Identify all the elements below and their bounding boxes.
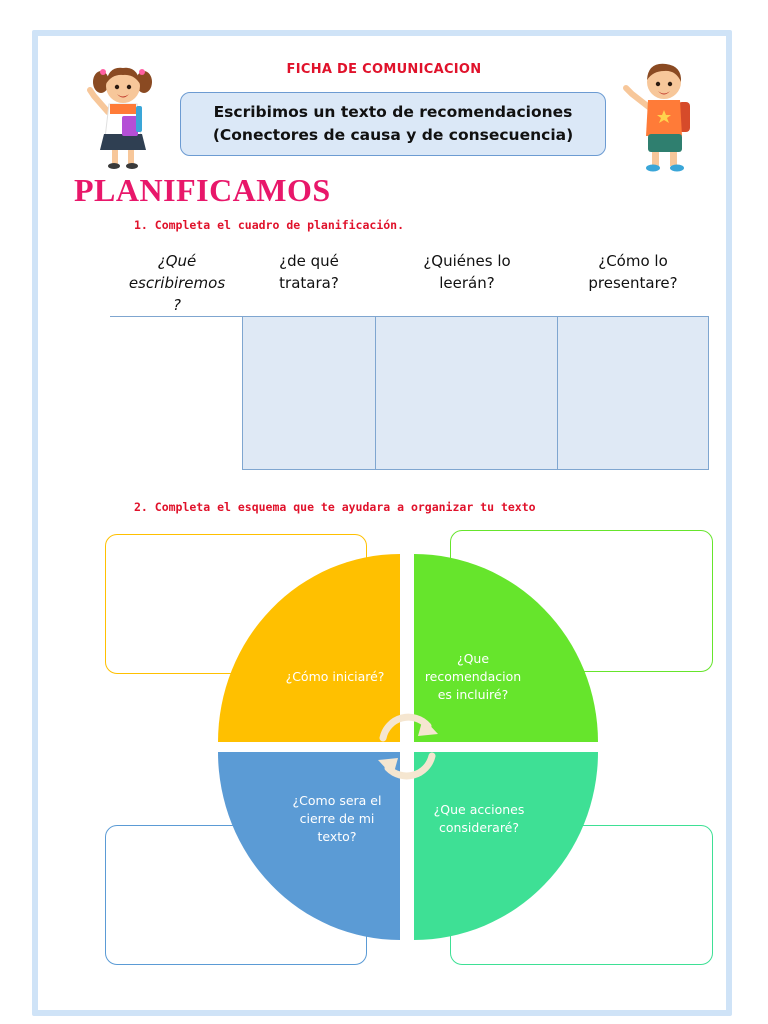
planning-cell-de-que-tratara[interactable]: [242, 316, 376, 470]
column-header-line: ¿de qué: [279, 252, 339, 270]
topic-line-1: Escribimos un texto de recomendaciones: [213, 103, 573, 121]
quadrant-label-line: recomendacion: [424, 669, 522, 684]
quadrant-label-line: ¿Que: [456, 651, 490, 666]
column-header-que-escribiremos: [112, 250, 242, 316]
column-header-como-lo-presentare: [558, 250, 708, 294]
quadrant-top-left: [218, 554, 400, 742]
column-header-line: escribiremos: [128, 274, 226, 292]
worksheet-title: FICHA DE COMUNICACION: [286, 62, 482, 77]
quadrant-label-line: consideraré?: [438, 820, 520, 835]
quadrant-label-recomendaciones: [410, 650, 536, 704]
quadrant-label-cierre: [274, 792, 400, 846]
quadrant-label-line: cierre de mi: [299, 811, 375, 826]
planning-cell-como-lo-presentare[interactable]: [557, 316, 709, 470]
topic-line-2: (Conectores de causa y de consecuencia): [212, 126, 574, 144]
column-header-de-que-tratara: [242, 250, 376, 294]
column-header-line: tratara?: [279, 274, 339, 292]
quadrant-label-line: ¿Como sera el: [292, 793, 382, 808]
table-divider: [110, 316, 242, 317]
planning-cell-quienes-lo-leeran[interactable]: [375, 316, 558, 470]
quadrant-bottom-right: [414, 752, 598, 940]
quadrant-label-acciones: [416, 801, 542, 837]
boy-cartoon-icon: [620, 58, 696, 176]
column-header-line: leerán?: [439, 274, 495, 292]
section-heading: PLANIFICAMOS: [74, 172, 331, 208]
quadrant-label-line: ¿Que acciones: [433, 802, 525, 817]
instruction-1: 1. Completa el cuadro de planificación.: [134, 218, 405, 232]
instruction-2: 2. Completa el esquema que te ayudara a organizar tu texto: [134, 500, 536, 514]
column-header-line: ¿Quiénes lo: [423, 252, 511, 270]
organizer-diagram: [218, 554, 600, 942]
quadrant-top-right: [414, 554, 598, 742]
quadrant-label-line: es incluiré?: [437, 687, 509, 702]
column-header-line: ¿Qué: [157, 252, 197, 270]
column-header-line: presentare?: [588, 274, 678, 292]
column-header-quienes-lo-leeran: [376, 250, 558, 294]
quadrant-label-line: texto?: [317, 829, 357, 844]
girl-cartoon-icon: [86, 60, 158, 170]
column-header-line: ¿Cómo lo: [598, 252, 668, 270]
column-header-line: ?: [173, 296, 181, 314]
topic-box: [180, 92, 606, 156]
quadrant-bottom-left: [218, 752, 400, 940]
quadrant-label-inicio: [272, 668, 398, 686]
quadrant-label-line: ¿Cómo iniciaré?: [285, 669, 385, 684]
